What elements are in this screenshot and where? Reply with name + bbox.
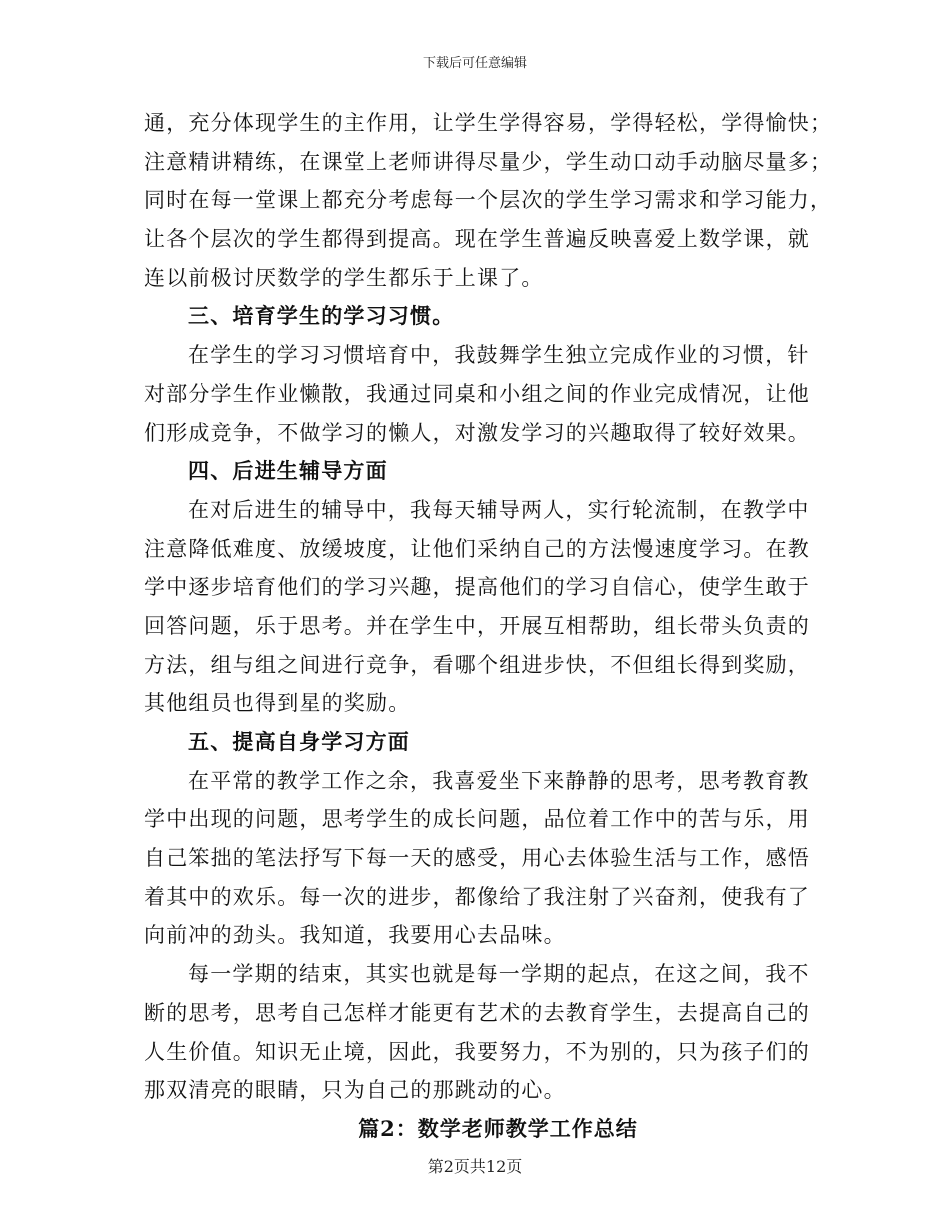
paragraph-line: 让各个层次的学生都得到提高。现在学生普遍反映喜爱上数学课，就 <box>144 227 810 252</box>
section-heading: 五、提高自身学习方面 <box>188 729 410 754</box>
section-heading: 三、培育学生的学习习惯。 <box>188 303 455 329</box>
paragraph-line: 向前冲的劲头。我知道，我要用心去品味。 <box>144 923 566 948</box>
paragraph-line: 连以前极讨厌数学的学生都乐于上课了。 <box>144 265 544 290</box>
paragraph-line: 那双清亮的眼睛，只为自己的那跳动的心。 <box>144 1078 566 1103</box>
paragraph-line: 其他组员也得到星的奖励。 <box>144 691 411 716</box>
paragraph-line: 学中出现的问题，思考学生的成长问题，品位着工作中的苦与乐，用 <box>144 807 810 832</box>
paragraph-line: 自己笨拙的笔法抒写下每一天的感受，用心去体验生活与工作，感悟 <box>144 846 810 871</box>
paragraph-line: 方法，组与组之间进行竞争，看哪个组进步快，不但组长得到奖励， <box>144 652 810 677</box>
paragraph-line: 每一学期的结束，其实也就是每一学期的起点，在这之间，我不 <box>188 962 810 987</box>
paragraph-line: 注意降低难度、放缓坡度，让他们采纳自己的方法慢速度学习。在教 <box>144 536 810 561</box>
paragraph-line: 在对后进生的辅导中，我每天辅导两人，实行轮流制，在教学中 <box>188 497 810 522</box>
paragraph-line: 注意精讲精练，在课堂上老师讲得尽量少，学生动口动手动脑尽量多； <box>144 149 833 174</box>
article-title: 篇2：数学老师教学工作总结 <box>358 1115 638 1141</box>
paragraph-line: 同时在每一堂课上都充分考虑每一个层次的学生学习需求和学习能力， <box>144 188 833 213</box>
paragraph-line: 在平常的教学工作之余，我喜爱坐下来静静的思考，思考教育教 <box>188 768 810 793</box>
paragraph-line: 们形成竞争，不做学习的懒人，对激发学习的兴趣取得了较好效果。 <box>144 420 810 445</box>
paragraph-line: 学中逐步培育他们的学习兴趣，提高他们的学习自信心，使学生敢于 <box>144 575 810 600</box>
paragraph-line: 着其中的欢乐。每一次的进步，都像给了我注射了兴奋剂，使我有了 <box>144 884 810 909</box>
document-body <box>144 104 833 1149</box>
section-heading: 四、后进生辅导方面 <box>188 458 388 484</box>
paragraph-line: 人生价值。知识无止境，因此，我要努力，不为别的，只为孩子们的 <box>144 1039 810 1064</box>
page-footer-number: 第2页共12页 <box>427 1157 523 1176</box>
paragraph-line: 回答问题，乐于思考。并在学生中，开展互相帮助，组长带头负责的 <box>144 613 810 638</box>
paragraph-line: 断的思考，思考自己怎样才能更有艺术的去教育学生，去提高自己的 <box>144 1000 810 1025</box>
paragraph-line: 在学生的学习习惯培育中，我鼓舞学生独立完成作业的习惯，针 <box>188 343 810 368</box>
paragraph-line: 对部分学生作业懒散，我通过同桌和小组之间的作业完成情况，让他 <box>144 381 810 406</box>
page-header-note: 下载后可任意编辑 <box>422 56 527 71</box>
paragraph-line: 通，充分体现学生的主作用，让学生学得容易，学得轻松，学得愉快； <box>144 111 833 135</box>
